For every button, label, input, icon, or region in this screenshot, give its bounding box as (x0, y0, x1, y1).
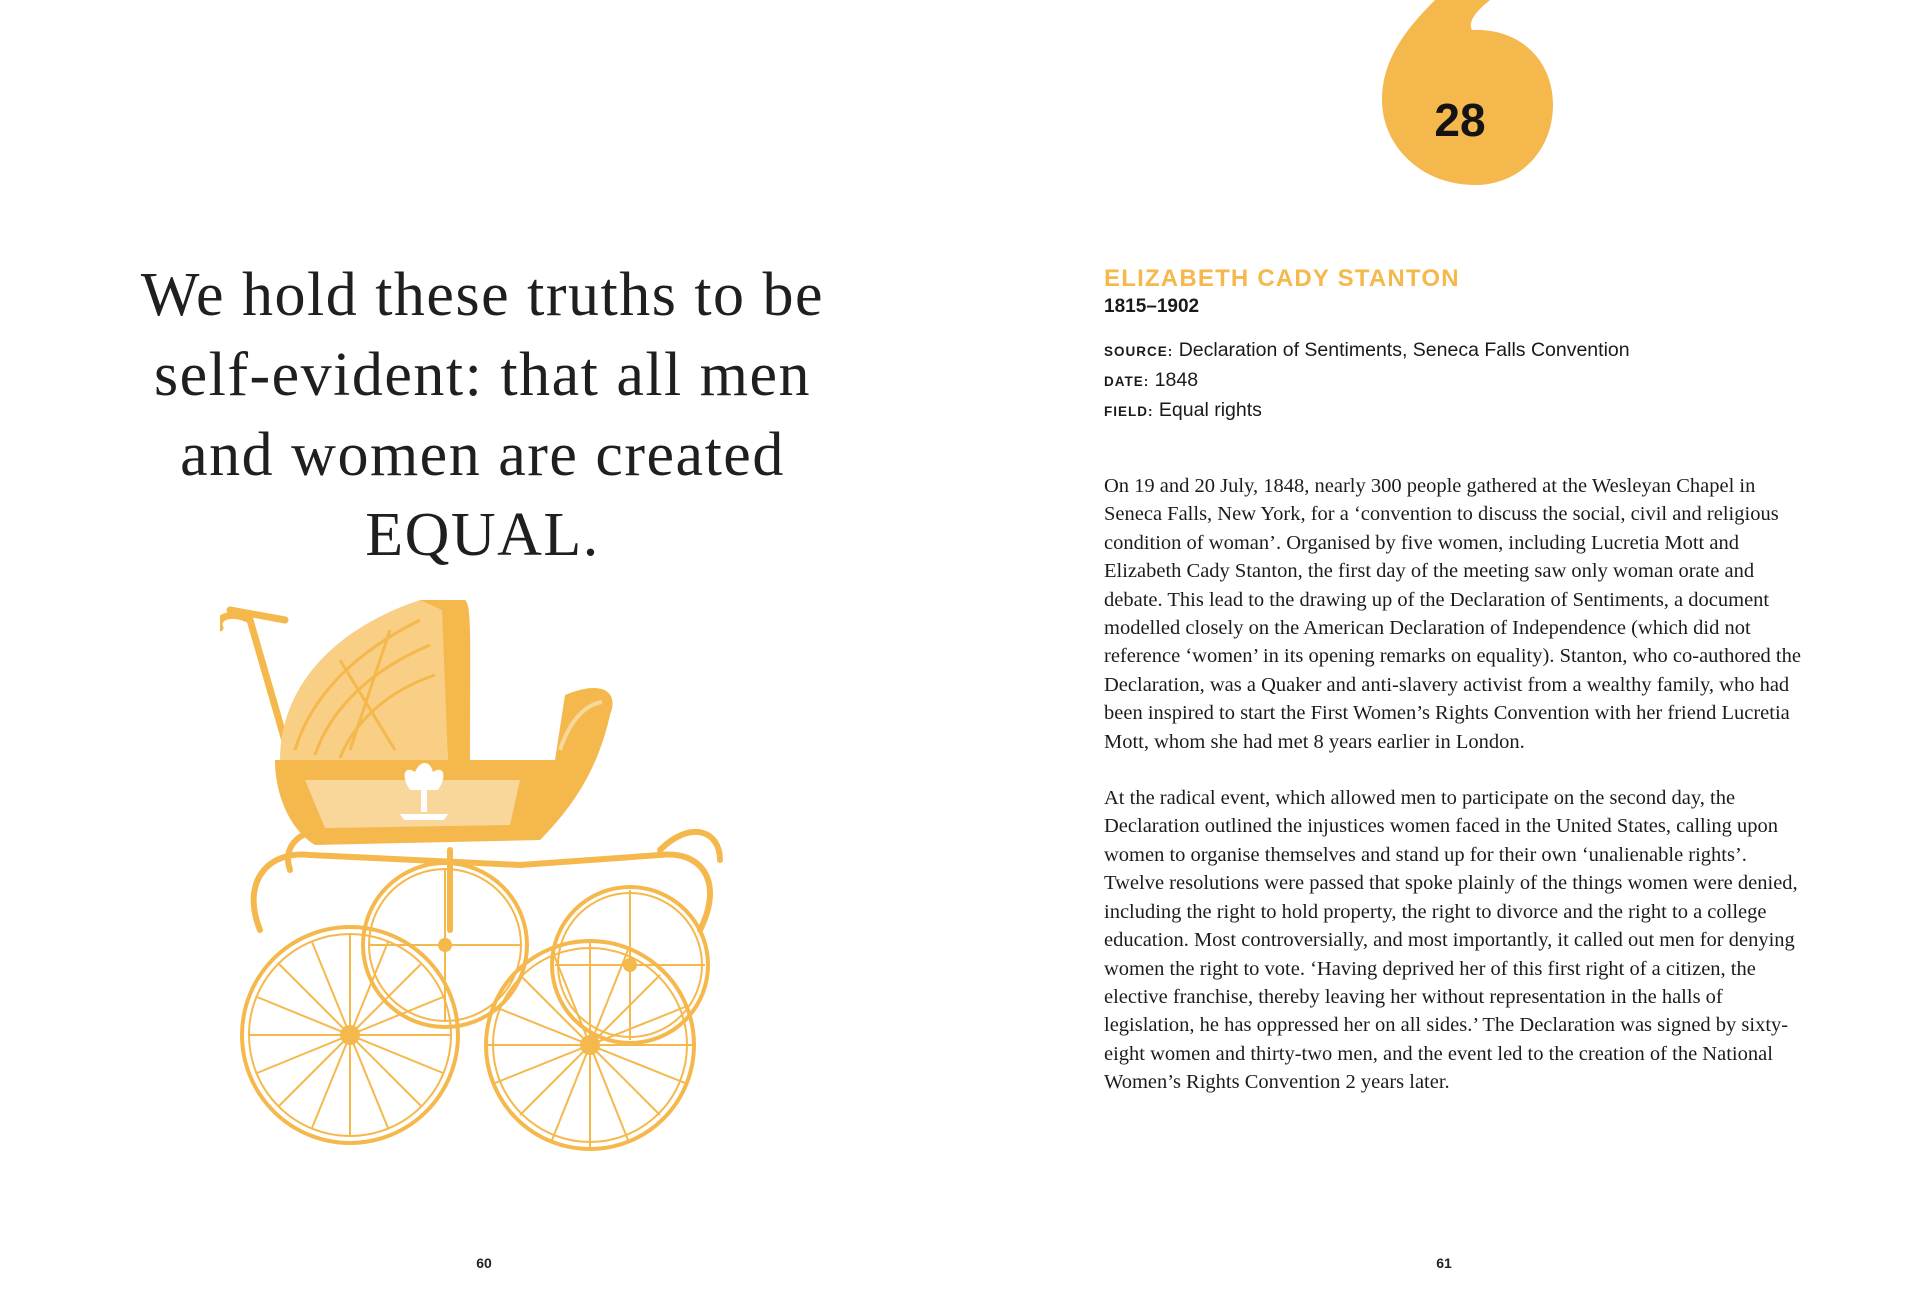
pram-illustration (220, 600, 760, 1180)
quote-number: 28 (1434, 94, 1486, 146)
page-number: 61 (1436, 1255, 1452, 1271)
right-page (960, 0, 1920, 1291)
paragraph: At the radical event, which allowed men to participate on the second day, the Declaration outlined the injustices women faced in the United States, calling upon women to organise themselves and stand up for their own ‘unalienable rights’. Twelve resolutions were passed that spoke plainly of the things women were denied, including the right to hold property, the right to divorce and the right to a college education. Most controversially, and most importantly, it called out men for denying women the right to vote. ‘Having deprived her of this first right of a citizen, the elective franchise, thereby leaving her without representation in the halls of legislation, he has oppressed her on all sides.’ The Declaration was signed by sixty-eight women and thirty-two men, and the event led to the creation of the National Women’s Rights Convention 2 years later. (1104, 787, 1798, 1094)
page-number: 60 (476, 1255, 492, 1271)
meta-value: Equal rights (1158, 399, 1262, 421)
meta-field (1104, 396, 1630, 426)
author-years: 1815–1902 (1104, 296, 1200, 317)
meta-key: SOURCE: (1104, 344, 1174, 359)
meta-source (1104, 336, 1630, 366)
meta-key: FIELD: (1104, 404, 1154, 419)
paragraph: On 19 and 20 July, 1848, nearly 300 people gathered at the Wesleyan Chapel in Seneca Falls, New York, for a ‘convention to discuss the social, civil and religious condition of woman’. Organised by five women, including Lucretia Mott and Elizabeth Cady Stanton, the first day of the meeting saw only woman orate and debate. This lead to the drawing up of the Declaration of Sentiments, a document modelled closely on the American Declaration of Independence (which did not reference ‘women’ in its opening remarks on equality). Stanton, who co-authored the Declaration, was a Quaker and anti-slavery activist from a wealthy family, who had been inspired to start the First Women’s Rights Convention with her friend Lucretia Mott, whom she had met 8 years earlier in London. (1104, 475, 1801, 753)
meta-value: 1848 (1154, 369, 1199, 391)
meta-list (1104, 336, 1630, 426)
author-name: ELIZABETH CADY STANTON (1104, 265, 1460, 292)
body-text (1104, 472, 1804, 1125)
meta-key: DATE: (1104, 374, 1150, 389)
meta-value: Declaration of Sentiments, Seneca Falls Convention (1178, 339, 1630, 361)
meta-date (1104, 366, 1630, 396)
pull-quote: We hold these truths to be self-evident: that all men and women are created EQUAL. (140, 261, 825, 569)
